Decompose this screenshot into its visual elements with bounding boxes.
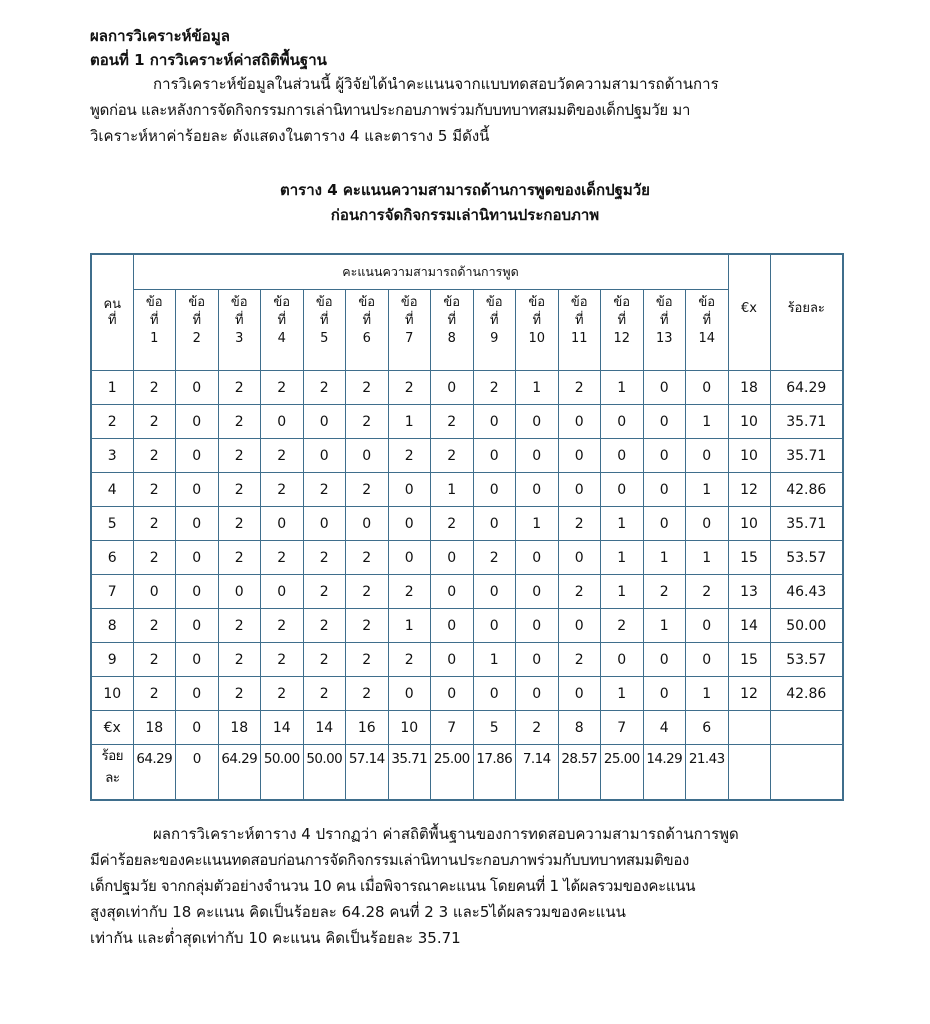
row-sum-cell: 13 [728,575,770,609]
score-cell: 0 [261,507,304,541]
score-cell: 0 [176,473,219,507]
score-cell: 2 [346,371,389,405]
score-cell: 0 [516,439,559,473]
score-cell: 2 [388,439,431,473]
score-cell: 1 [601,507,644,541]
score-cell: 0 [176,609,219,643]
item-percent-cell: 50.00 [303,745,346,801]
item-number: 6 [362,331,371,346]
item-header-text: ที่ [234,313,244,328]
score-cell: 2 [261,643,304,677]
person-id-cell: 2 [91,405,133,439]
score-cell: 0 [473,507,516,541]
item-percent-cell: 28.57 [558,745,601,801]
score-cell: 0 [686,371,729,405]
person-header-text: คน [103,296,122,312]
score-cell: 2 [218,541,261,575]
item-header [643,290,686,371]
row-sum-cell: 12 [728,677,770,711]
item-header-text: ข้อ [443,295,461,310]
score-cell: 2 [261,473,304,507]
item-percent-cell: 35.71 [388,745,431,801]
score-cell: 0 [643,507,686,541]
score-cell: 2 [686,575,729,609]
item-percent-cell: 50.00 [261,745,304,801]
item-sum-cell: 18 [133,711,176,745]
score-cell: 1 [686,541,729,575]
score-cell: 2 [346,473,389,507]
score-cell: 0 [431,541,474,575]
score-cell: 2 [218,609,261,643]
item-header-text: ข้อ [528,295,546,310]
item-sum-cell: 7 [431,711,474,745]
score-cell: 0 [261,575,304,609]
score-cell: 2 [431,439,474,473]
row-sum-cell: 10 [728,439,770,473]
person-id-cell: 8 [91,609,133,643]
row-sum-cell: 10 [728,507,770,541]
score-cell: 0 [431,371,474,405]
score-cell: 0 [516,643,559,677]
intro-line-1: การวิเคราะห์ข้อมูลในส่วนนี้ ผู้วิจัยได้นำคะแนนจากแบบทดสอบวัดความสามารถด้านการ [153,75,719,93]
score-cell: 1 [686,473,729,507]
item-number: 1 [150,331,159,346]
score-cell: 0 [431,609,474,643]
score-cell: 0 [431,677,474,711]
score-cell: 0 [473,677,516,711]
score-cell: 2 [388,575,431,609]
item-header-text: ข้อ [188,295,206,310]
score-cell: 0 [388,507,431,541]
item-percent-cell: 25.00 [431,745,474,801]
score-cell: 0 [558,405,601,439]
section-heading: ผลการวิเคราะห์ข้อมูล [90,27,230,45]
score-cell: 2 [558,575,601,609]
score-cell: 2 [303,575,346,609]
score-cell: 0 [176,643,219,677]
score-cell: 0 [388,677,431,711]
table-row [91,541,843,575]
score-cell: 0 [133,575,176,609]
table-row [91,643,843,677]
percent-header: ร้อยละ [770,254,843,371]
score-cell: 2 [346,609,389,643]
item-number: 14 [698,331,716,346]
person-id-cell: 1 [91,371,133,405]
score-cell: 2 [601,609,644,643]
item-sum-cell: 4 [643,711,686,745]
score-cell: 2 [303,541,346,575]
score-cell: 2 [133,643,176,677]
row-percent-cell: 42.86 [770,677,843,711]
group-header: คะแนนความสามารถด้านการพูด [133,254,728,290]
item-sum-cell: 16 [346,711,389,745]
item-percent-cell: 14.29 [643,745,686,801]
item-sum-cell: 14 [261,711,304,745]
item-header [388,290,431,371]
percent-row-label-text: ละ [105,770,120,786]
table-row [91,371,843,405]
score-cell: 0 [388,541,431,575]
score-cell: 1 [473,643,516,677]
item-header [558,290,601,371]
empty-cell [728,745,770,801]
score-cell: 2 [261,541,304,575]
score-cell: 2 [303,643,346,677]
item-number: 7 [405,331,414,346]
score-cell: 0 [176,439,219,473]
item-header-text: ที่ [532,313,542,328]
score-cell: 2 [303,473,346,507]
score-cell: 0 [176,541,219,575]
item-number: 8 [447,331,456,346]
score-cell: 2 [388,643,431,677]
score-cell: 0 [176,677,219,711]
empty-cell [770,711,843,745]
score-cell: 0 [643,439,686,473]
table-row [91,405,843,439]
item-percent-cell: 57.14 [346,745,389,801]
score-cell: 0 [303,507,346,541]
score-cell: 0 [643,405,686,439]
item-header-text: ข้อ [358,295,376,310]
score-cell: 0 [473,609,516,643]
score-cell: 2 [218,371,261,405]
score-cell: 2 [218,473,261,507]
person-id-cell: 6 [91,541,133,575]
sum-row [91,711,843,745]
score-cell: 2 [133,405,176,439]
score-cell: 1 [686,405,729,439]
score-cell: 2 [261,371,304,405]
score-cell: 0 [261,405,304,439]
score-cell: 1 [601,371,644,405]
item-header-text: ที่ [659,313,669,328]
score-cell: 2 [558,507,601,541]
item-header-text: ข้อ [273,295,291,310]
score-cell: 2 [261,677,304,711]
section-subheading: ตอนที่ 1 การวิเคราะห์ค่าสถิติพื้นฐาน [90,51,327,69]
score-cell: 0 [516,677,559,711]
score-cell: 2 [303,609,346,643]
score-cell: 1 [388,405,431,439]
score-cell: 0 [473,439,516,473]
score-cell: 0 [431,643,474,677]
score-cell: 1 [431,473,474,507]
item-header [346,290,389,371]
item-percent-cell: 0 [176,745,219,801]
score-cell: 0 [516,609,559,643]
score-cell: 2 [261,609,304,643]
score-cell: 2 [643,575,686,609]
score-cell: 2 [218,439,261,473]
item-percent-cell: 64.29 [133,745,176,801]
score-cell: 2 [558,371,601,405]
item-header [176,290,219,371]
score-cell: 2 [303,677,346,711]
score-cell: 0 [516,473,559,507]
item-percent-cell: 21.43 [686,745,729,801]
item-number: 11 [570,331,588,346]
score-cell: 0 [558,541,601,575]
score-cell: 2 [218,643,261,677]
score-cell: 0 [686,609,729,643]
item-header-text: ข้อ [698,295,716,310]
item-sum-cell: 18 [218,711,261,745]
person-id-cell: 4 [91,473,133,507]
score-cell: 0 [176,371,219,405]
item-sum-cell: 7 [601,711,644,745]
empty-cell [728,711,770,745]
item-header-text: ที่ [489,313,499,328]
item-number: 12 [613,331,631,346]
item-percent-cell: 64.29 [218,745,261,801]
score-cell: 0 [686,643,729,677]
score-cell: 0 [643,643,686,677]
item-header-text: ที่ [447,313,457,328]
table-row [91,439,843,473]
person-id-cell: 10 [91,677,133,711]
item-number: 4 [277,331,286,346]
conclusion-line-3: เด็กปฐมวัย จากกลุ่มตัวอย่างจำนวน 10 คน เมื่อพิจารณาคะแนน โดยคนที่ 1 ได้ผลรวมของคะแนน [90,877,696,895]
row-sum-cell: 14 [728,609,770,643]
item-header-text: ที่ [319,313,329,328]
item-number: 9 [490,331,499,346]
item-header-text: ที่ [617,313,627,328]
score-cell: 0 [601,473,644,507]
score-cell: 2 [218,405,261,439]
person-header [91,254,133,371]
item-header-text: ที่ [149,313,159,328]
score-cell: 0 [601,643,644,677]
item-sum-cell: 14 [303,711,346,745]
row-percent-cell: 53.57 [770,643,843,677]
item-header [686,290,729,371]
item-number: 13 [655,331,673,346]
score-cell: 2 [133,677,176,711]
score-cell: 2 [431,405,474,439]
score-cell: 1 [686,677,729,711]
sum-row-label: €x [91,711,133,745]
table-title-line-1: ตาราง 4 คะแนนความสามารถด้านการพูดของเด็กปฐมวัย [280,181,650,199]
item-header [431,290,474,371]
score-cell: 0 [558,609,601,643]
item-header-text: ที่ [277,313,287,328]
person-id-cell: 9 [91,643,133,677]
score-cell: 1 [643,609,686,643]
table-row [91,473,843,507]
item-header-text: ข้อ [400,295,418,310]
conclusion-line-2: มีค่าร้อยละของคะแนนทดสอบก่อนการจัดกิจกรรมเล่านิทานประกอบภาพร่วมกับบทบาทสมมติของ [90,851,690,869]
row-sum-cell: 15 [728,541,770,575]
score-cell: 2 [133,541,176,575]
item-sum-cell: 0 [176,711,219,745]
score-cell: 0 [431,575,474,609]
row-percent-cell: 53.57 [770,541,843,575]
score-cell: 2 [431,507,474,541]
table-title-line-2: ก่อนการจัดกิจกรรมเล่านิทานประกอบภาพ [330,206,600,224]
score-cell: 0 [643,677,686,711]
score-cell: 2 [473,541,516,575]
item-header-text: ข้อ [570,295,588,310]
intro-line-3: วิเคราะห์หาค่าร้อยละ ดังแสดงในตาราง 4 และตาราง 5 มีดังนี้ [90,127,490,145]
item-number: 5 [320,331,329,346]
person-header-text: ที่ [107,312,117,328]
item-sum-cell: 10 [388,711,431,745]
score-cell: 0 [516,541,559,575]
score-cell: 2 [261,439,304,473]
table-row [91,609,843,643]
item-header [218,290,261,371]
score-cell: 2 [303,371,346,405]
score-cell: 2 [218,677,261,711]
item-header-text: ที่ [574,313,584,328]
item-header [303,290,346,371]
table-row [91,575,843,609]
score-cell: 0 [346,507,389,541]
score-cell: 2 [558,643,601,677]
score-cell: 0 [473,405,516,439]
score-cell: 0 [303,405,346,439]
score-cell: 1 [388,609,431,643]
score-cell: 2 [133,609,176,643]
score-cell: 0 [218,575,261,609]
score-cell: 0 [473,473,516,507]
score-cell: 2 [473,371,516,405]
score-cell: 1 [643,541,686,575]
item-percent-cell: 7.14 [516,745,559,801]
item-sum-cell: 6 [686,711,729,745]
score-cell: 2 [346,643,389,677]
item-header [516,290,559,371]
score-cell: 1 [601,677,644,711]
person-id-cell: 7 [91,575,133,609]
score-cell: 0 [643,371,686,405]
item-header [133,290,176,371]
sum-header: €x [728,254,770,371]
row-sum-cell: 15 [728,643,770,677]
item-header-text: ข้อ [485,295,503,310]
score-cell: 0 [686,507,729,541]
item-number: 2 [192,331,201,346]
row-percent-cell: 35.71 [770,405,843,439]
item-sum-cell: 2 [516,711,559,745]
score-cell: 2 [133,439,176,473]
score-cell: 0 [558,473,601,507]
conclusion-line-1: ผลการวิเคราะห์ตาราง 4 ปรากฏว่า ค่าสถิติพื้นฐานของการทดสอบความสามารถด้านการพูด [153,825,739,843]
score-cell: 2 [346,677,389,711]
item-sum-cell: 8 [558,711,601,745]
score-cell: 0 [558,677,601,711]
score-cell: 1 [601,541,644,575]
score-cell: 2 [133,371,176,405]
score-cell: 0 [346,439,389,473]
score-cell: 2 [346,575,389,609]
row-percent-cell: 46.43 [770,575,843,609]
score-cell: 0 [686,439,729,473]
item-header-text: ที่ [702,313,712,328]
score-cell: 2 [133,473,176,507]
percent-row [91,745,843,801]
table-row [91,507,843,541]
item-header [601,290,644,371]
item-header [261,290,304,371]
item-sum-cell: 5 [473,711,516,745]
percent-row-label [91,745,133,801]
table-row [91,677,843,711]
row-percent-cell: 35.71 [770,439,843,473]
score-cell: 2 [346,405,389,439]
row-sum-cell: 10 [728,405,770,439]
row-percent-cell: 64.29 [770,371,843,405]
empty-cell [770,745,843,801]
score-cell: 0 [176,405,219,439]
score-cell: 0 [516,575,559,609]
item-number: 3 [235,331,244,346]
item-header-text: ที่ [404,313,414,328]
item-header [473,290,516,371]
score-cell: 1 [516,507,559,541]
score-cell: 2 [133,507,176,541]
item-header-text: ข้อ [655,295,673,310]
item-percent-cell: 17.86 [473,745,516,801]
score-cell: 0 [303,439,346,473]
score-cell: 0 [176,507,219,541]
row-sum-cell: 12 [728,473,770,507]
score-cell: 2 [218,507,261,541]
item-number: 10 [528,331,546,346]
item-header-text: ข้อ [315,295,333,310]
item-percent-cell: 25.00 [601,745,644,801]
item-header-text: ข้อ [230,295,248,310]
row-sum-cell: 18 [728,371,770,405]
score-cell: 0 [473,575,516,609]
row-percent-cell: 50.00 [770,609,843,643]
score-cell: 0 [388,473,431,507]
score-cell: 2 [346,541,389,575]
score-cell: 1 [516,371,559,405]
item-header-text: ที่ [192,313,202,328]
score-cell: 2 [388,371,431,405]
percent-row-label-text: ร้อย [101,748,123,764]
score-cell: 0 [176,575,219,609]
score-table [90,253,844,801]
person-id-cell: 3 [91,439,133,473]
score-cell: 0 [601,439,644,473]
intro-line-2: พูดก่อน และหลังการจัดกิจกรรมการเล่านิทานประกอบภาพร่วมกับบทบาทสมมติของเด็กปฐมวัย มา [90,101,691,119]
item-header-text: ที่ [362,313,372,328]
row-percent-cell: 35.71 [770,507,843,541]
person-id-cell: 5 [91,507,133,541]
score-cell: 1 [601,575,644,609]
conclusion-line-5: เท่ากัน และต่ำสุดเท่ากับ 10 คะแนน คิดเป็นร้อยละ 35.71 [90,929,461,947]
score-cell: 0 [601,405,644,439]
item-header-text: ข้อ [145,295,163,310]
score-cell: 0 [516,405,559,439]
conclusion-line-4: สูงสุดเท่ากับ 18 คะแนน คิดเป็นร้อยละ 64.28 คนที่ 2 3 และ5ได้ผลรวมของคะแนน [90,903,626,921]
item-header-text: ข้อ [613,295,631,310]
row-percent-cell: 42.86 [770,473,843,507]
score-cell: 0 [558,439,601,473]
score-cell: 0 [643,473,686,507]
